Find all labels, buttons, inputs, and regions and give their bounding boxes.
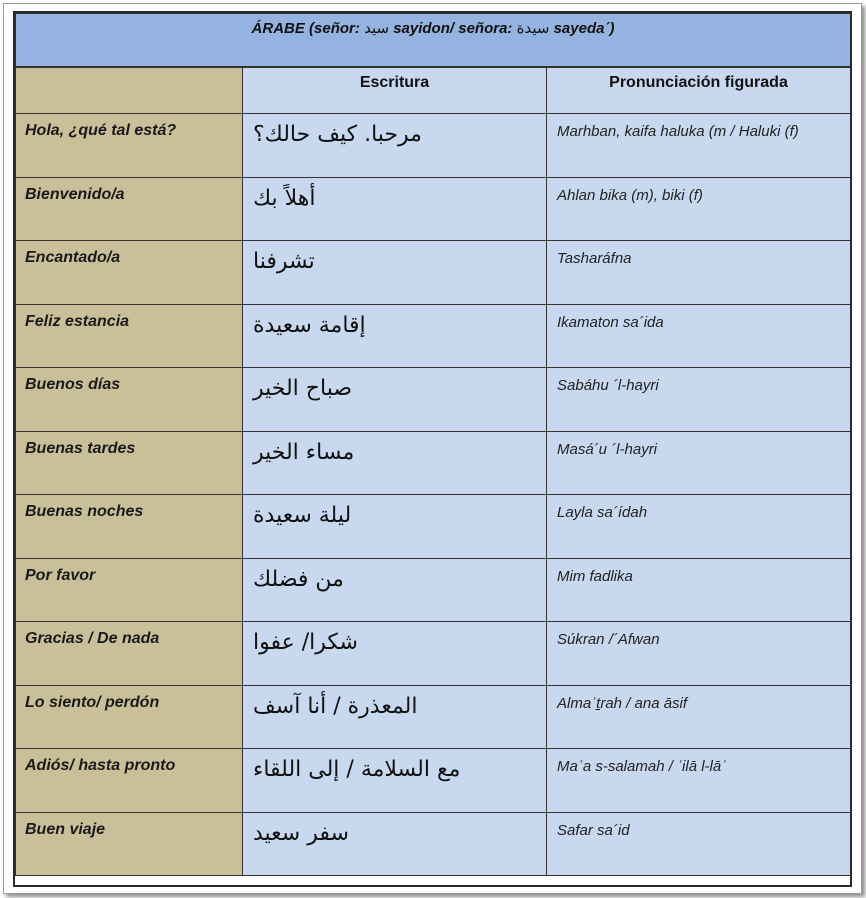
- arabic-text: مع السلامة / إلى اللقاء: [253, 757, 461, 782]
- spanish-phrase: Feliz estancia: [16, 304, 243, 368]
- arabic-phrase: [243, 495, 547, 559]
- arabic-text: من فضلك: [253, 566, 344, 592]
- spanish-phrase: Buenos días: [16, 368, 243, 432]
- spanish-phrase: Gracias / De nada: [16, 622, 243, 686]
- header-escritura: Escritura: [243, 67, 547, 114]
- arabic-text: شكرا/ عفوا: [253, 630, 358, 655]
- table-row: [16, 431, 851, 495]
- arabic-phrase: [243, 749, 547, 813]
- arabic-phrase: [243, 304, 547, 368]
- arabic-text: إقامة سعيدة: [253, 312, 366, 338]
- pronunciation: Tasharáfna: [547, 241, 851, 305]
- page-frame: [3, 3, 862, 894]
- title-senor-arabic: سيد: [364, 19, 390, 37]
- arabic-phrase: [243, 368, 547, 432]
- header-blank: [16, 67, 243, 114]
- spanish-phrase: Encantado/a: [16, 241, 243, 305]
- table-row: [16, 304, 851, 368]
- table-title: [16, 14, 851, 67]
- title-senora-arabic: سيدة: [516, 19, 550, 37]
- arabic-text: أهلاً بك: [253, 185, 316, 211]
- header-pronunciacion: Pronunciación figurada: [547, 67, 851, 114]
- table-row: [16, 558, 851, 622]
- table-row: [16, 177, 851, 241]
- table-row: [16, 812, 851, 876]
- arabic-text: المعذرة / أنا آسف: [253, 693, 418, 719]
- pronunciation: Layla sa´ídah: [547, 495, 851, 559]
- title-language: ÁRABE: [251, 20, 305, 37]
- arabic-text: مساء الخير: [253, 439, 355, 465]
- arabic-text: مرحبا. كيف حالك؟: [253, 122, 422, 147]
- spanish-phrase: Bienvenido/a: [16, 177, 243, 241]
- table-row: [16, 495, 851, 559]
- table-border: [13, 11, 852, 887]
- pronunciation: Almaʿṯrah / ana āsif: [547, 685, 851, 749]
- table-body: [16, 114, 851, 876]
- arabic-phrase: [243, 431, 547, 495]
- pronunciation: Ahlan bika (m), biki (f): [547, 177, 851, 241]
- pronunciation: Súkran /´Afwan: [547, 622, 851, 686]
- spanish-phrase: Buen viaje: [16, 812, 243, 876]
- pronunciation: Masá´u ´l-hayri: [547, 431, 851, 495]
- title-senora-label: señora:: [458, 20, 513, 37]
- table-row: [16, 622, 851, 686]
- title-senor-pronunciation: sayidon/: [393, 20, 455, 37]
- spanish-phrase: Por favor: [16, 558, 243, 622]
- table-row: [16, 114, 851, 178]
- pronunciation: Marhban, kaifa haluka (m / Haluki (f): [547, 114, 851, 178]
- spanish-phrase: Buenas tardes: [16, 431, 243, 495]
- arabic-text: سفر سعيد: [253, 820, 349, 846]
- arabic-text: تشرفنا: [253, 249, 315, 274]
- spanish-phrase: Hola, ¿qué tal está?: [16, 114, 243, 178]
- title-senora-pronunciation: sayeda´): [553, 20, 615, 37]
- table-row: [16, 368, 851, 432]
- pronunciation: Safar sa´id: [547, 812, 851, 876]
- spanish-phrase: Lo siento/ perdón: [16, 685, 243, 749]
- pronunciation: Ikamaton sa´ida: [547, 304, 851, 368]
- arabic-phrase: [243, 177, 547, 241]
- arabic-phrase: [243, 812, 547, 876]
- arabic-text: ليلة سعيدة: [253, 503, 352, 528]
- arabic-phrase: [243, 622, 547, 686]
- arabic-phrase: [243, 685, 547, 749]
- pronunciation: Mim fadlika: [547, 558, 851, 622]
- table-row: [16, 749, 851, 813]
- spanish-phrase: Buenas noches: [16, 495, 243, 559]
- arabic-phrase: [243, 114, 547, 178]
- phrase-table: [15, 13, 851, 876]
- table-row: [16, 241, 851, 305]
- spanish-phrase: Adiós/ hasta pronto: [16, 749, 243, 813]
- pronunciation: Sabáhu ´l-hayri: [547, 368, 851, 432]
- title-senor-label: (señor:: [309, 20, 360, 37]
- table-row: [16, 685, 851, 749]
- pronunciation: Maʿa s-salamah / ʾilā l-lāʾ: [547, 749, 851, 813]
- arabic-phrase: [243, 241, 547, 305]
- arabic-text: صباح الخير: [253, 376, 353, 401]
- arabic-phrase: [243, 558, 547, 622]
